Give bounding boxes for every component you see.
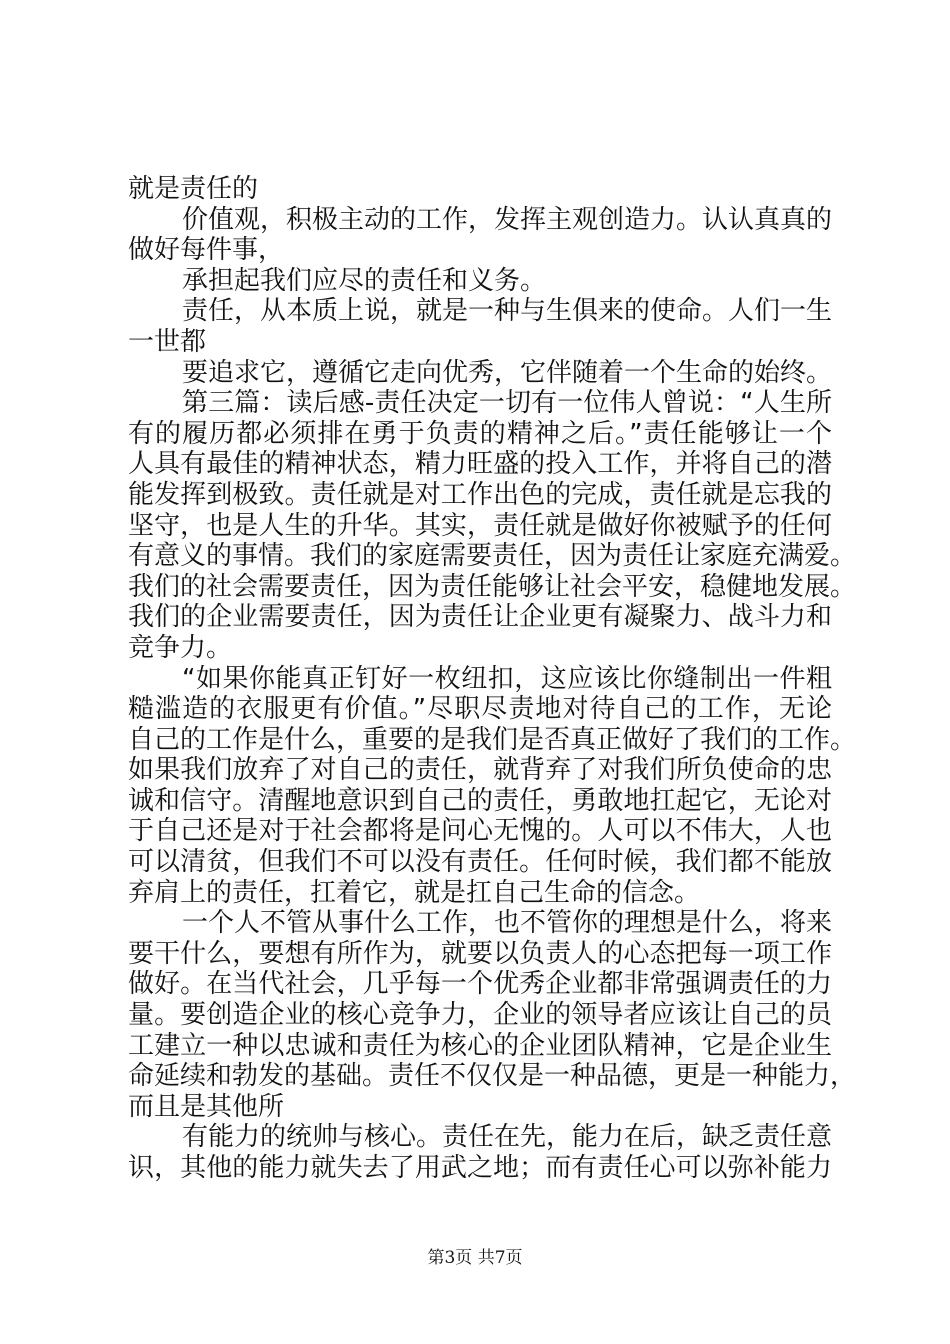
text-line: 坚守，也是人生的升华。其实，责任就是做好你被赋予的任何 xyxy=(128,510,832,541)
text-line: 量。要创造企业的核心竞争力，企业的领导者应该让自己的员 xyxy=(128,1000,832,1031)
text-line: 糙滥造的衣服更有价值。”尽职尽责地对待自己的工作，无论 xyxy=(128,694,832,725)
text-line: 第三篇：读后感-责任决定一切有一位伟人曾说：“人生所 xyxy=(182,388,832,419)
text-line: 于自己还是对于社会都将是问心无愧的。人可以不伟大，人也 xyxy=(128,816,832,847)
text-line: 一个人不管从事什么工作，也不管你的理想是什么，将来 xyxy=(182,908,833,939)
text-line: 诚和信守。清醒地意识到自己的责任，勇敢地扛起它，无论对 xyxy=(128,785,832,816)
text-line: 弃肩上的责任，扛着它，就是扛自己生命的信念。 xyxy=(128,877,701,908)
text-line: 做好每件事， xyxy=(128,235,285,266)
text-line: 有能力的统帅与核心。责任在先，能力在后，缺乏责任意 xyxy=(182,1122,833,1153)
text-line: 竞争力。 xyxy=(128,632,233,663)
text-line: 如果我们放弃了对自己的责任，就背弃了对我们所负使命的忠 xyxy=(128,755,832,786)
text-line: 工建立一种以忠诚和责任为核心的企业团队精神，它是企业生 xyxy=(128,1030,832,1061)
text-line: 我们的社会需要责任，因为责任能够让社会平安，稳健地发展。 xyxy=(128,571,857,602)
text-line: 做好。在当代社会，几乎每一个优秀企业都非常强调责任的力 xyxy=(128,969,832,1000)
text-line: 就是责任的 xyxy=(128,174,259,204)
text-line: 能发挥到极致。责任就是对工作出色的完成，责任就是忘我的 xyxy=(128,479,832,510)
text-line: 我们的企业需要责任，因为责任让企业更有凝聚力、战斗力和 xyxy=(128,602,832,633)
page-number: 第3页 共7页 xyxy=(427,1248,523,1268)
text-line: 人具有最佳的精神状态，精力旺盛的投入工作，并将自己的潜 xyxy=(128,449,832,480)
text-line: 要追求它，遵循它走向优秀，它伴随着一个生命的始终。 xyxy=(182,357,833,388)
text-line: 价值观，积极主动的工作，发挥主观创造力。认认真真的 xyxy=(182,204,833,235)
text-line: “如果你能真正钉好一枚纽扣，这应该比你缝制出一件粗 xyxy=(182,663,832,694)
text-line: 命延续和勃发的基础。责任不仅仅是一种品德，更是一种能力， xyxy=(128,1061,857,1092)
text-line: 承担起我们应尽的责任和义务。 xyxy=(182,265,547,296)
text-line: 自己的工作是什么，重要的是我们是否真正做好了我们的工作。 xyxy=(128,724,857,755)
text-line: 识，其他的能力就失去了用武之地；而有责任心可以弥补能力 xyxy=(128,1153,832,1183)
text-line: 有意义的事情。我们的家庭需要责任，因为责任让家庭充满爱。 xyxy=(128,541,857,572)
text-line: 一世都 xyxy=(128,326,207,357)
text-line: 而且是其他所 xyxy=(128,1091,285,1122)
text-line: 有的履历都必须排在勇于负责的精神之后。”责任能够让一个 xyxy=(128,418,832,449)
text-line: 责任，从本质上说，就是一种与生俱来的使命。人们一生 xyxy=(182,296,833,327)
text-line: 可以清贫，但我们不可以没有责任。任何时候，我们都不能放 xyxy=(128,847,832,878)
document-body xyxy=(128,174,857,1184)
text-line: 要干什么，要想有所作为，就要以负责人的心态把每一项工作 xyxy=(128,938,832,969)
